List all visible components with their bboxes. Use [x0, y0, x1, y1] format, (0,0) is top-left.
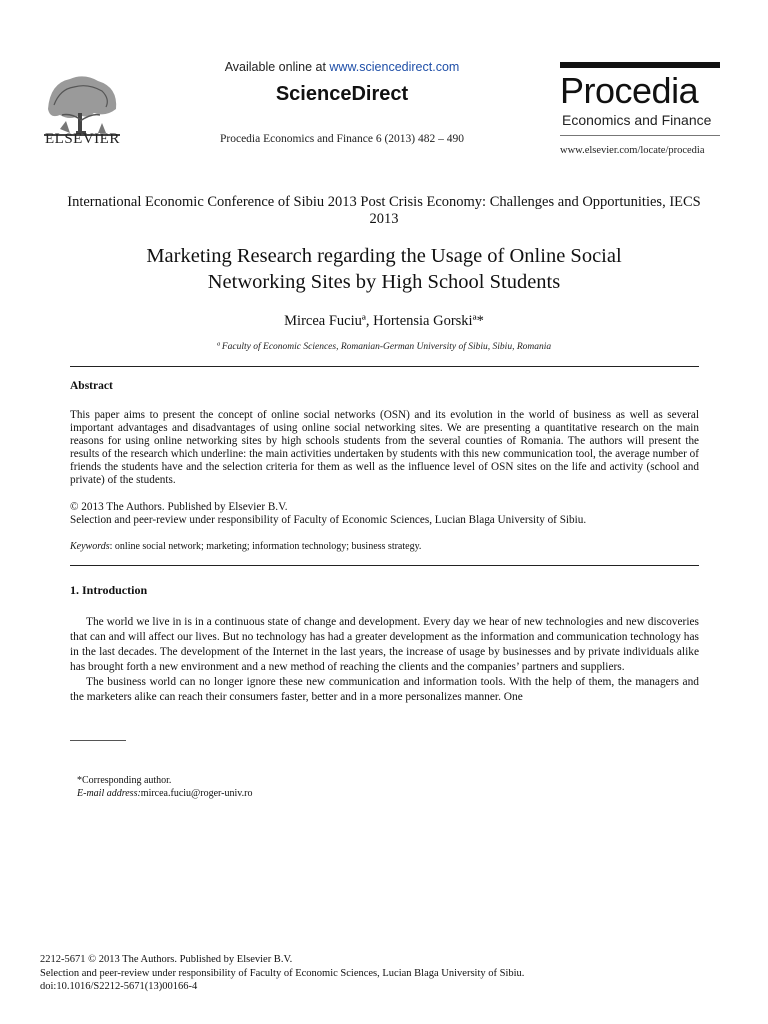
sciencedirect-link[interactable]: www.sciencedirect.com	[329, 60, 460, 74]
procedia-divider	[560, 135, 720, 136]
abstract-bottom-rule	[70, 565, 699, 566]
procedia-subtitle: Economics and Finance	[562, 112, 712, 128]
affiliation: ª Faculty of Economic Sciences, Romanian-German University of Sibiu, Sibiu, Romania	[216, 342, 552, 352]
sciencedirect-wordmark: ScienceDirect	[275, 83, 409, 105]
abstract-review: Selection and peer-review under responsibility of Faculty of Economic Sciences, Lucian Blaga University of Sibiu.	[70, 514, 587, 526]
procedia-top-bar	[560, 62, 720, 68]
page-footer	[40, 953, 524, 994]
footnote-rule	[70, 740, 126, 741]
email-address[interactable]: mircea.fuciu@roger-univ.ro	[140, 788, 253, 799]
keywords-list: : online social network; marketing; information technology; business strategy.	[109, 541, 422, 552]
paper-title	[60, 243, 708, 295]
journal-reference: Procedia Economics and Finance 6 (2013) 482 – 490	[220, 133, 464, 145]
email-line	[77, 787, 252, 800]
keywords-label: Keywords	[70, 541, 110, 552]
procedia-title: Procedia	[560, 70, 699, 111]
footer-doi[interactable]: doi:10.1016/S2212-5671(13)00166-4	[40, 981, 198, 992]
abstract-heading: Abstract	[70, 380, 113, 392]
intro-paragraph-1: The world we live in is in a continuous state of change and development. Every day we hear of new technologies and new discoveries that can and will affect our lives. But no technology has had a greater development as the information and communication technology has in the last decades. The development of the Internet in the last years, the increase of usage by businesses and by private individuals alike has brought forth a new environment and a new method of reaching the clients and the companies’ partners and suppliers.	[70, 616, 699, 673]
title-line-2: Networking Sites by High School Students	[207, 271, 561, 293]
email-label: E-mail address:	[77, 788, 141, 799]
introduction-body	[70, 615, 699, 705]
abstract-body: This paper aims to present the concept of online social networks (OSN) and its evolution in the world of business as well as several important advantages and disadvantages of using online social networking sites. We are presenting a quantitative research on the main reasons for using online networking sites by high schools students from the several counties of Romania. The authors will present the results of the research which underline: the main activities undertaken by students with this new communication tool, the average number of friends the students have and the selection criteria for them as well as the influence level of OSN sites on the life and activity (school and private) of the students.	[70, 409, 699, 486]
footnote	[77, 774, 252, 800]
abstract-copyright: © 2013 The Authors. Published by Elsevier B.V.	[70, 501, 288, 513]
section-heading-introduction: 1. Introduction	[70, 583, 148, 597]
elsevier-wordmark: ELSEVIER	[45, 131, 120, 147]
corresponding-author-note: *Corresponding author.	[77, 775, 172, 786]
intro-paragraph-2: The business world can no longer ignore these new communication and information tools. With the help of them, the managers and the marketers alike can reach their consumers faster, better and in a more personalizes manner. One	[70, 676, 699, 703]
abstract-top-rule	[70, 366, 699, 367]
conference-name: International Economic Conference of Sibiu 2013 Post Crisis Economy: Challenges and Opportunities, IECS 2013	[67, 194, 701, 227]
available-prefix: Available online at	[224, 60, 330, 74]
footer-review: Selection and peer-review under responsibility of Faculty of Economic Sciences, Lucian Blaga University of Sibiu.	[40, 967, 525, 979]
procedia-url[interactable]: www.elsevier.com/locate/procedia	[560, 145, 705, 156]
authors: Mircea Fuciuª, Hortensia Gorskiª*	[284, 313, 484, 329]
keywords	[70, 541, 699, 552]
footer-issn: 2212-5671 © 2013 The Authors. Published by Elsevier B.V.	[40, 954, 293, 965]
abstract-copyright-block	[70, 501, 699, 527]
title-line-1: Marketing Research regarding the Usage of Online Social	[146, 245, 622, 267]
